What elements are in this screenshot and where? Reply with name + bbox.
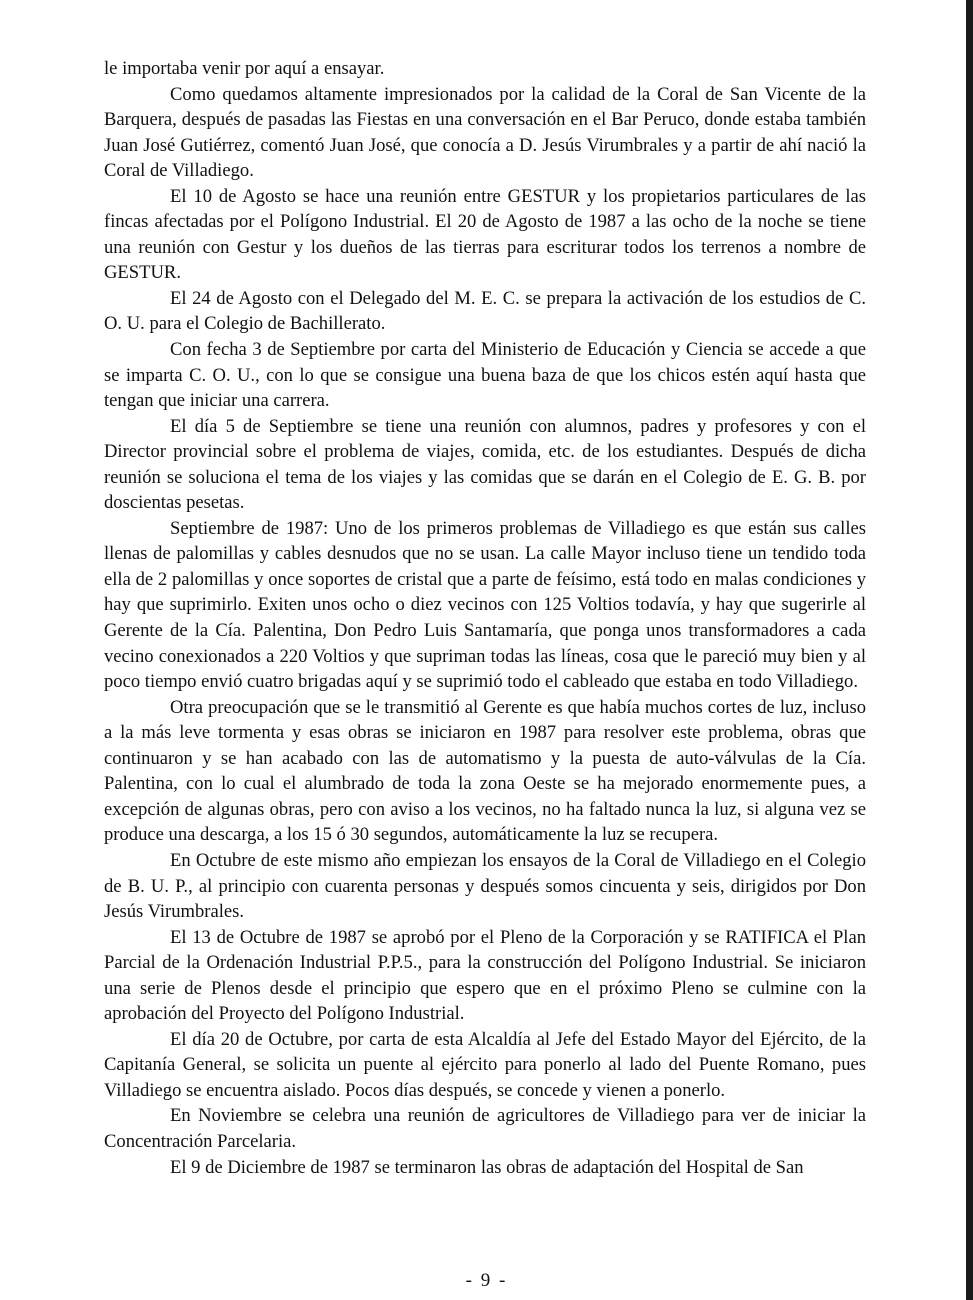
paragraph: El día 20 de Octubre, por carta de esta Alcaldía al Jefe del Estado Mayor del Ejército, de la Capitanía General, se solicita un puente al ejército para ponerlo al lado del Puente Romano, pues Villadiego se encuentra aislado. Pocos días después, se concede y vienen a ponerlo. [104,1028,866,1101]
paragraph: le importaba venir por aquí a ensayar. [104,58,385,79]
paragraph: El 24 de Agosto con el Delegado del M. E. C. se prepara la activación de los estudios de C. O. U. para el Colegio de Bachillerato. [104,287,866,335]
paragraph: Otra preocupación que se le transmitió al Gerente es que había muchos cortes de luz, incluso a la más leve tormenta y esas obras se iniciaron en 1987 para resolver este problema, obras que continuaron y se han acabado con las de automatismo y la puesta de auto-válvulas de la Cía. Palentina, con lo cual el alumbrado de toda la zona Oeste se ha mejorado enormemente pues, a excepción de algunas obras, pero con aviso a los vecinos, no ha faltado nunca la luz, si alguna vez se produce una descarga, a los 15 ó 30 segundos, automáticamente la luz se recupera. [104,696,866,846]
paragraph: El 10 de Agosto se hace una reunión entre GESTUR y los propietarios particulares de las fincas afectadas por el Polígono Industrial. El 20 de Agosto de 1987 a las ocho de la noche se tiene una reunión con Gestur y los dueños de las tierras para escriturar todos los terrenos a nombre de GESTUR. [104,185,866,284]
paragraph: El día 5 de Septiembre se tiene una reunión con alumnos, padres y profesores y con el Director provincial sobre el problema de viajes, comida, etc. de los estudiantes. Después de dicha reunión se soluciona el tema de los viajes y las comidas que se darán en el Colegio de E. G. B. por doscientas pesetas. [104,415,866,514]
scan-border [966,0,973,1300]
paragraph: El 13 de Octubre de 1987 se aprobó por el Pleno de la Corporación y se RATIFICA el Plan Parcial de la Ordenación Industrial P.P.5., para la construcción del Polígono Industrial. Se iniciaron una serie de Plenos desde el principio que espero que en el próximo Pleno se culmine con la aprobación del Proyecto del Polígono Industrial. [104,926,866,1025]
paragraph: Septiembre de 1987: Uno de los primeros problemas de Villadiego es que están sus calles llenas de palomillas y cables desnudos que no se usan. La calle Mayor incluso tiene un tendido toda ella de 2 palomillas y once soportes de cristal que a parte de feísimo, está todo en malas condiciones y hay que suprimirlo. Exiten unos ocho o diez vecinos con 125 Voltios todavía, y hay que sugerirle al Gerente de la Cía. Palentina, Don Pedro Luis Santamaría, que ponga unos transformadores a cada vecino conexionados a 220 Voltios y que supriman todas las líneas, cosa que le pareció muy bien y al poco tiempo envió cuatro brigadas aquí y se suprimió todo el cableado que estaba en todo Villadiego. [104,517,866,693]
page-number: - 9 - [465,1270,508,1291]
paragraph: El 9 de Diciembre de 1987 se terminaron las obras de adaptación del Hospital de San [170,1156,804,1178]
paragraph: Como quedamos altamente impresionados por la calidad de la Coral de San Vicente de la Barquera, después de pasadas las Fiestas en una conversación en el Bar Peruco, donde estaba también Juan José Gutiérrez, comentó Juan José, que conocía a D. Jesús Virumbrales y a partir de ahí nació la Coral de Villadiego. [104,83,866,182]
paragraph: Con fecha 3 de Septiembre por carta del Ministerio de Educación y Ciencia se accede a que se imparta C. O. U., con lo que se consigue una buena baza de que los chicos estén aquí hasta que tengan que iniciar una carrera. [104,339,866,412]
paragraph: En Noviembre se celebra una reunión de agricultores de Villadiego para ver de iniciar la Concentración Parcelaria. [104,1105,866,1152]
paragraph: En Octubre de este mismo año empiezan los ensayos de la Coral de Villadiego en el Colegio de B. U. P., al principio con cuarenta personas y después somos cincuenta y seis, dirigidos por Don Jesús Virumbrales. [104,849,866,923]
document-body [104,56,866,1180]
